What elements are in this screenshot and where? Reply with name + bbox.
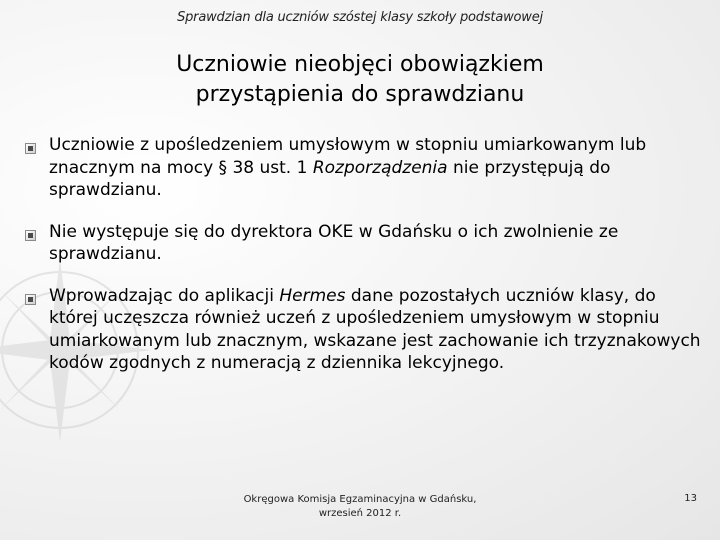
- header-subtitle: Sprawdzian dla uczniów szóstej klasy szkoły podstawowej: [177, 10, 543, 25]
- bullet-emphasis: Rozporządzenia: [312, 157, 448, 178]
- bullet-list: [25, 134, 705, 375]
- footer-date: wrzesień 2012 r.: [318, 508, 402, 519]
- slide-title-line-2: przystąpienia do sprawdzianu: [195, 82, 525, 107]
- bullet-text: Wprowadzając do aplikacji: [49, 285, 280, 306]
- bullet-text: Nie występuje się do dyrektora OKE w Gdańsku o ich zwolnienie ze sprawdzianu.: [49, 221, 619, 264]
- bullet-text: nie przystępują do sprawdzianu.: [49, 157, 611, 200]
- bullet-emphasis: Hermes: [279, 285, 346, 306]
- bullet-text: Uczniowie z upośledzeniem umysłowym w stopniu umiarkowanym lub znacznym na mocy § 38 ust. 1: [49, 135, 647, 178]
- bullet-item-2: [25, 221, 705, 266]
- footer-organization: Okręgowa Komisja Egzaminacyjna w Gdańsku,: [243, 494, 477, 505]
- square-bullet-icon: [25, 294, 36, 305]
- page-number: 13: [684, 493, 697, 504]
- bullet-item-1: [25, 134, 705, 202]
- bullet-item-3: [25, 285, 705, 375]
- square-bullet-icon: [25, 143, 36, 154]
- footer: [230, 493, 490, 521]
- slide-title: [60, 50, 660, 110]
- square-bullet-icon: [25, 230, 36, 241]
- bullet-text: dane pozostałych uczniów klasy, do której uczęszcza również uczeń z upośledzeniem umysłowym w stopniu umiarkowanym lub znacznym, wskazane jest zachowanie ich trzyznakowych kodów zgodnych z numeracją z dziennika lekcyjnego.: [49, 285, 701, 373]
- slide-title-line-1: Uczniowie nieobjęci obowiązkiem: [176, 52, 544, 77]
